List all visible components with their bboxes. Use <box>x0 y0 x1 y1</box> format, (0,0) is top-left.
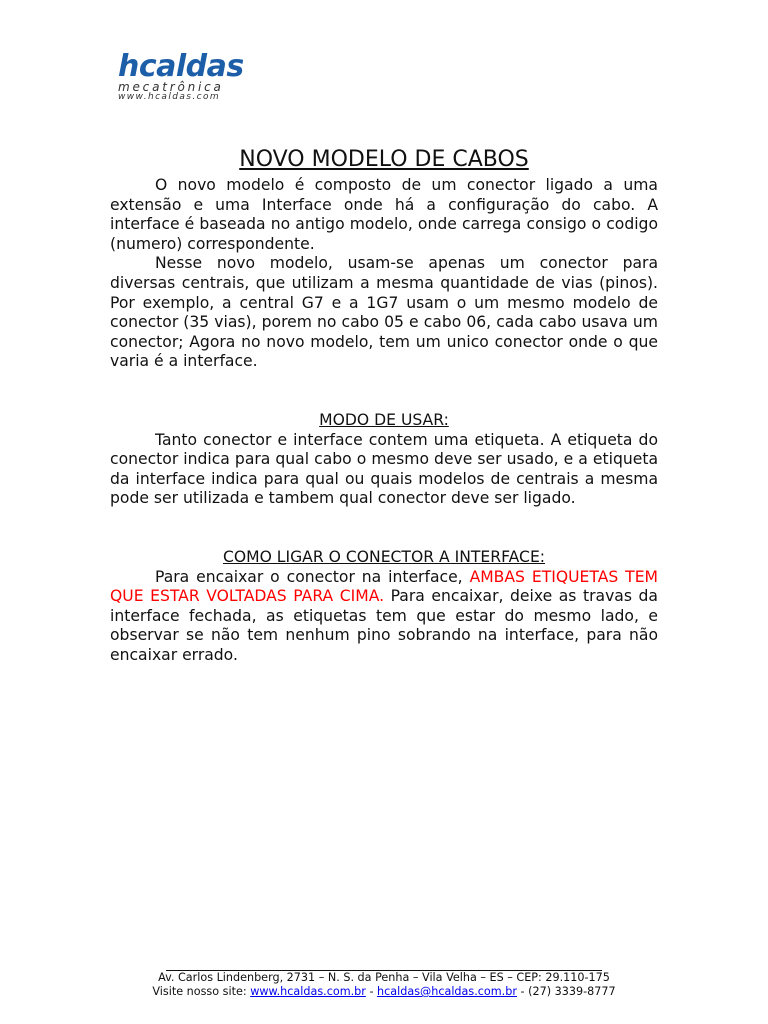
footer-separator: - <box>369 985 374 998</box>
logo-subtitle: mecatrônica <box>118 80 224 94</box>
intro-paragraph-1: O novo modelo é composto de um conector ligado a uma extensão e uma Interface onde há a configuração do cabo. A interface é baseada no antigo modelo, onde carrega consigo o codigo (numero) correspondente. <box>110 176 658 253</box>
logo-wordmark: hcaldas <box>118 49 244 84</box>
connect-paragraph <box>110 568 658 666</box>
footer-contact <box>0 985 768 999</box>
intro-paragraph-2: Nesse novo modelo, usam-se apenas um conector para diversas centrais, que utilizam a mesma quantidade de vias (pinos). Por exemplo, a central G7 e a 1G7 usam o um mesmo modelo de conector (35 vias), porem no cabo 05 e cabo 06, cada cabo usava um conector; Agora no novo modelo, tem um unico conector onde o que varia é a interface. <box>110 254 658 371</box>
website-link[interactable]: www.hcaldas.com.br <box>250 985 366 998</box>
usage-heading: MODO DE USAR: <box>319 410 449 429</box>
connect-text-after: Para encaixar, deixe as travas da interface fechada, as etiquetas tem que estar do mesmo lado, e observar se não tem nenhum pino sobrando na interface, para não encaixar errado. <box>110 587 658 664</box>
email-link[interactable]: hcaldas@hcaldas.com.br <box>377 985 517 998</box>
footer-separator: - <box>520 985 525 998</box>
spacer <box>110 372 658 411</box>
connect-text-before: Para encaixar o conector na interface, <box>155 567 463 586</box>
footer-phone: (27) 3339-8777 <box>528 985 616 998</box>
document-body <box>110 146 658 665</box>
logo-url: www.hcaldas.com <box>118 92 221 102</box>
footer-address: Av. Carlos Lindenberg, 2731 – N. S. da Penha – Vila Velha – ES – CEP: 29.110-175 <box>158 971 610 984</box>
spacer <box>110 509 658 548</box>
page-footer <box>0 971 768 999</box>
document-title: NOVO MODELO DE CABOS <box>239 147 529 172</box>
footer-visit-label: Visite nosso site: <box>152 985 247 998</box>
connect-warning: AMBAS ETIQUETAS TEM QUE ESTAR VOLTADAS PARA CIMA. <box>110 567 659 606</box>
company-logo <box>112 50 262 106</box>
connect-heading: COMO LIGAR O CONECTOR A INTERFACE: <box>222 547 546 566</box>
usage-paragraph: Tanto conector e interface contem uma etiqueta. A etiqueta do conector indica para qual cabo o mesmo deve ser usado, e a etiqueta da interface indica para qual ou quais modelos de centrais a mesma pode ser utilizada e tambem qual conector deve ser ligado. <box>110 430 658 508</box>
